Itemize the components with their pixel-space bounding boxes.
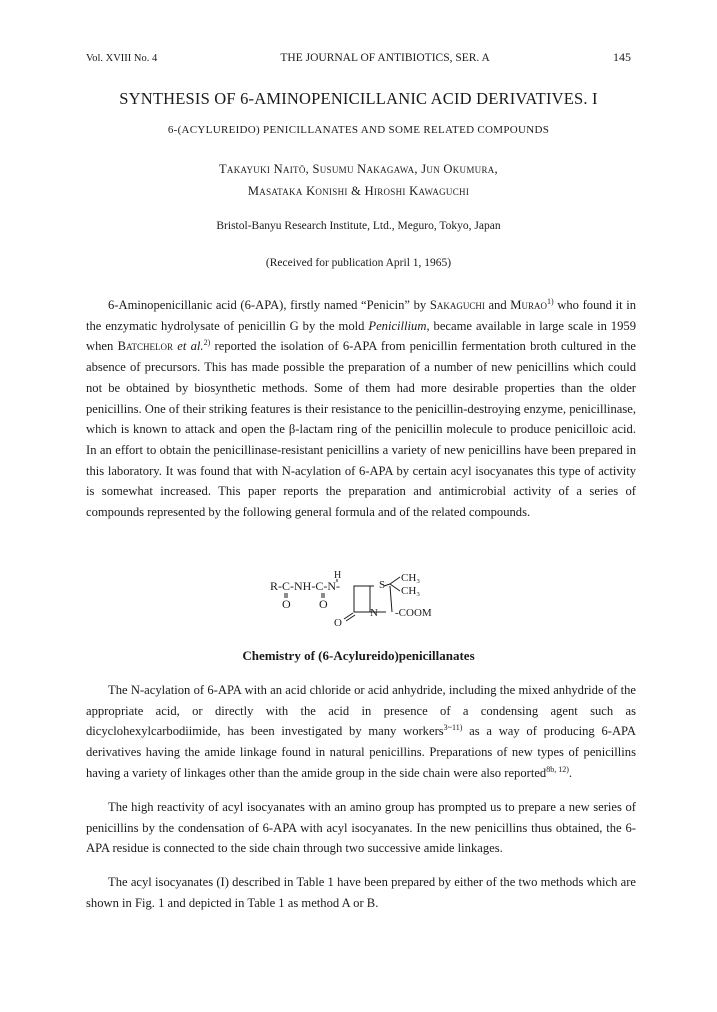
formula-o-2: O (319, 597, 328, 611)
intro-paragraph (86, 295, 636, 523)
page-number: 145 (612, 50, 631, 64)
general-formula-structure (262, 564, 452, 634)
section-heading: Chemistry of (6-Acylureido)penicillanates (242, 648, 475, 663)
intro-text-1: 6-Aminopenicillanic acid (6-APA), firstly named “Penicin” by (108, 298, 430, 312)
et-al: et al. (172, 339, 204, 354)
received-date: (Received for publication April 1, 1965) (265, 257, 452, 269)
author-line-2: Masataka Konishi & Hiroshi Kawaguchi (247, 184, 470, 198)
citation-3-11: 3~11) (443, 723, 463, 733)
article-subtitle: 6-(ACYLUREIDO) PENICILLANATES AND SOME RELATED COMPOUNDS (167, 124, 550, 136)
genus-name: Penicillium, (368, 318, 430, 333)
author-ref-murao: Murao (510, 298, 547, 312)
formula-s: S (379, 579, 386, 591)
chemistry-paragraph-1 (86, 680, 636, 784)
volume-label: Vol. XVIII No. 4 (86, 53, 158, 64)
article-title: SYNTHESIS OF 6-AMINOPENICILLANIC ACID DERIVATIVES. I (119, 89, 598, 108)
author-ref-sakaguchi: Sakaguchi (429, 298, 485, 312)
affiliation: Bristol-Banyu Research Institute, Ltd., Meguro, Tokyo, Japan (216, 220, 501, 232)
formula-h: H (334, 570, 342, 581)
author-line-1: Takayuki Naitō, Susumu Nakagawa, Jun Okumura, (219, 162, 498, 176)
chemistry-paragraph-3: The acyl isocyanates (I) described in Table 1 have been prepared by either of the two methods which are shown in Fig. 1 and depicted in Table 1 as method A or B. (86, 875, 636, 910)
formula-ch3-b: CH₃ (401, 585, 421, 597)
journal-name: THE JOURNAL OF ANTIBIOTICS, SER. A (280, 52, 490, 64)
formula-o-3: O (334, 617, 342, 629)
formula-o-1: O (282, 597, 291, 611)
chem-text-2: as a way of producing 6-APA derivatives having the amide linkage found in natural penicillins. Preparations of new types of penicillins having a variety of linkages other than the amide group in the side chain were also reported (86, 724, 636, 780)
intro-text-5: reported the isolation of 6-APA from penicillin fermentation broth cultured in the absence of precursors. This has made possible the preparation of a number of new penicillins which could not be obtained by biosynthetic methods. Some of them had more desirable properties than the older penicillins. One of their striking features is their resistance to the penicillin-destroying enzyme, penicillinase, which is known to attack and open the β-lactam ring of the penicillin molecule to produce penicilloic acid. In an effort to obtain the penicillinase-resistant penicillins a variety of new penicillins have been prepared in this laboratory. It was found that with N-acylation of 6-APA by certain acyl isocyanates this type of activity is somewhat increased. This paper reports the preparation and antimicrobial activity of a series of compounds represented by the following general formula and of the related compounds. (86, 339, 636, 520)
formula-coom: -COOM (395, 607, 432, 619)
chemistry-paragraph-2: The high reactivity of acyl isocyanates with an amino group has prompted us to prepare a new series of penicillins by the condensation of 6-APA with acyl isocyanates. In the new penicillins thus obtained, the 6-APA residue is connected to the side chain through two successive amide linkages. (86, 800, 636, 856)
intro-text-4: became available in large scale in 1959 when (86, 318, 636, 354)
running-head (86, 50, 631, 65)
citation-2: 2) (203, 338, 211, 348)
formula-r-chain: R-C-NH-C-N- (270, 579, 340, 593)
formula-ch3-a: CH₃ (401, 572, 421, 584)
author-ref-batchelor: Batchelor (117, 339, 173, 354)
intro-text-2: and (484, 298, 511, 312)
chem-text-1: The N-acylation of 6-APA with an acid chloride or acid anhydride, including the mixed anhydride of the appropriate acid, or directly with the acid in presence of a condensing agent such as dicyclohexylcarbodiimide, has been investigated by many workers (86, 683, 636, 739)
citation-1: 1) (546, 296, 554, 306)
intro-text-3: who found it in the enzymatic hydrolysate of penicillin G by the mold (86, 298, 636, 333)
chem-text-end: . (568, 765, 573, 780)
author-list (0, 158, 717, 202)
formula-n: N (370, 607, 378, 619)
citation-8b-12: 8b, 12) (546, 764, 569, 774)
